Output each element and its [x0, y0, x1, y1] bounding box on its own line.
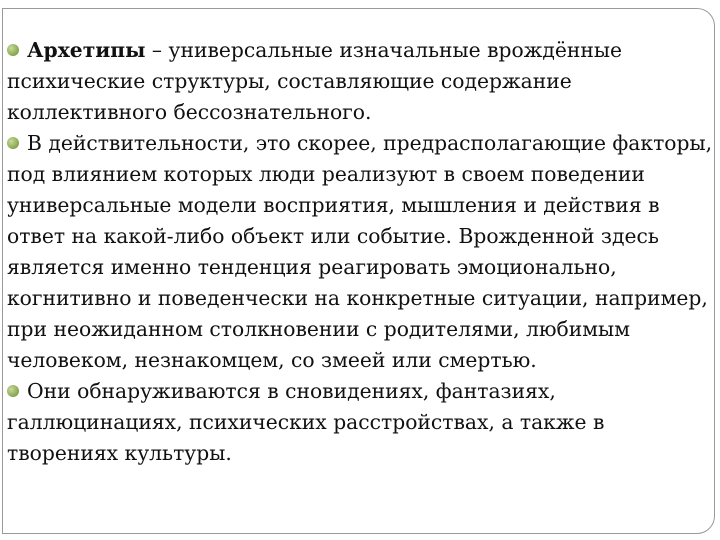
bullet-icon — [7, 137, 19, 149]
bullet-icon — [7, 44, 19, 56]
paragraph-manifestations — [7, 376, 715, 469]
paragraph-text: Они обнаруживаются в сновидениях, фантазиях, галлюцинациях, психических расстройствах, а также в творениях культуры. — [7, 379, 605, 465]
slide-body — [7, 35, 715, 469]
paragraph-predisposing-factors — [7, 128, 715, 376]
term-archetypes: Архетипы — [27, 38, 146, 62]
paragraph-text: В действительности, это скорее, предрасполагающие факторы, под влиянием которых люди реализуют в своем поведении универсальные модели восприятия, мышления и действия в ответ на какой-либо объект или событие. Врожденной здесь является именно тенденция реагировать эмоционально, когнитивно и поведенчески на конкретные ситуации, например, при неожиданном столкновении с родителями, любимым человеком, незнакомцем, со змеей или смертью. — [7, 131, 713, 372]
paragraph-archetypes — [7, 35, 715, 128]
bullet-icon — [7, 385, 19, 397]
paragraph-text: – универсальные изначальные врождённые психические структуры, составляющие содержание коллективного бессознательного. — [7, 38, 623, 124]
